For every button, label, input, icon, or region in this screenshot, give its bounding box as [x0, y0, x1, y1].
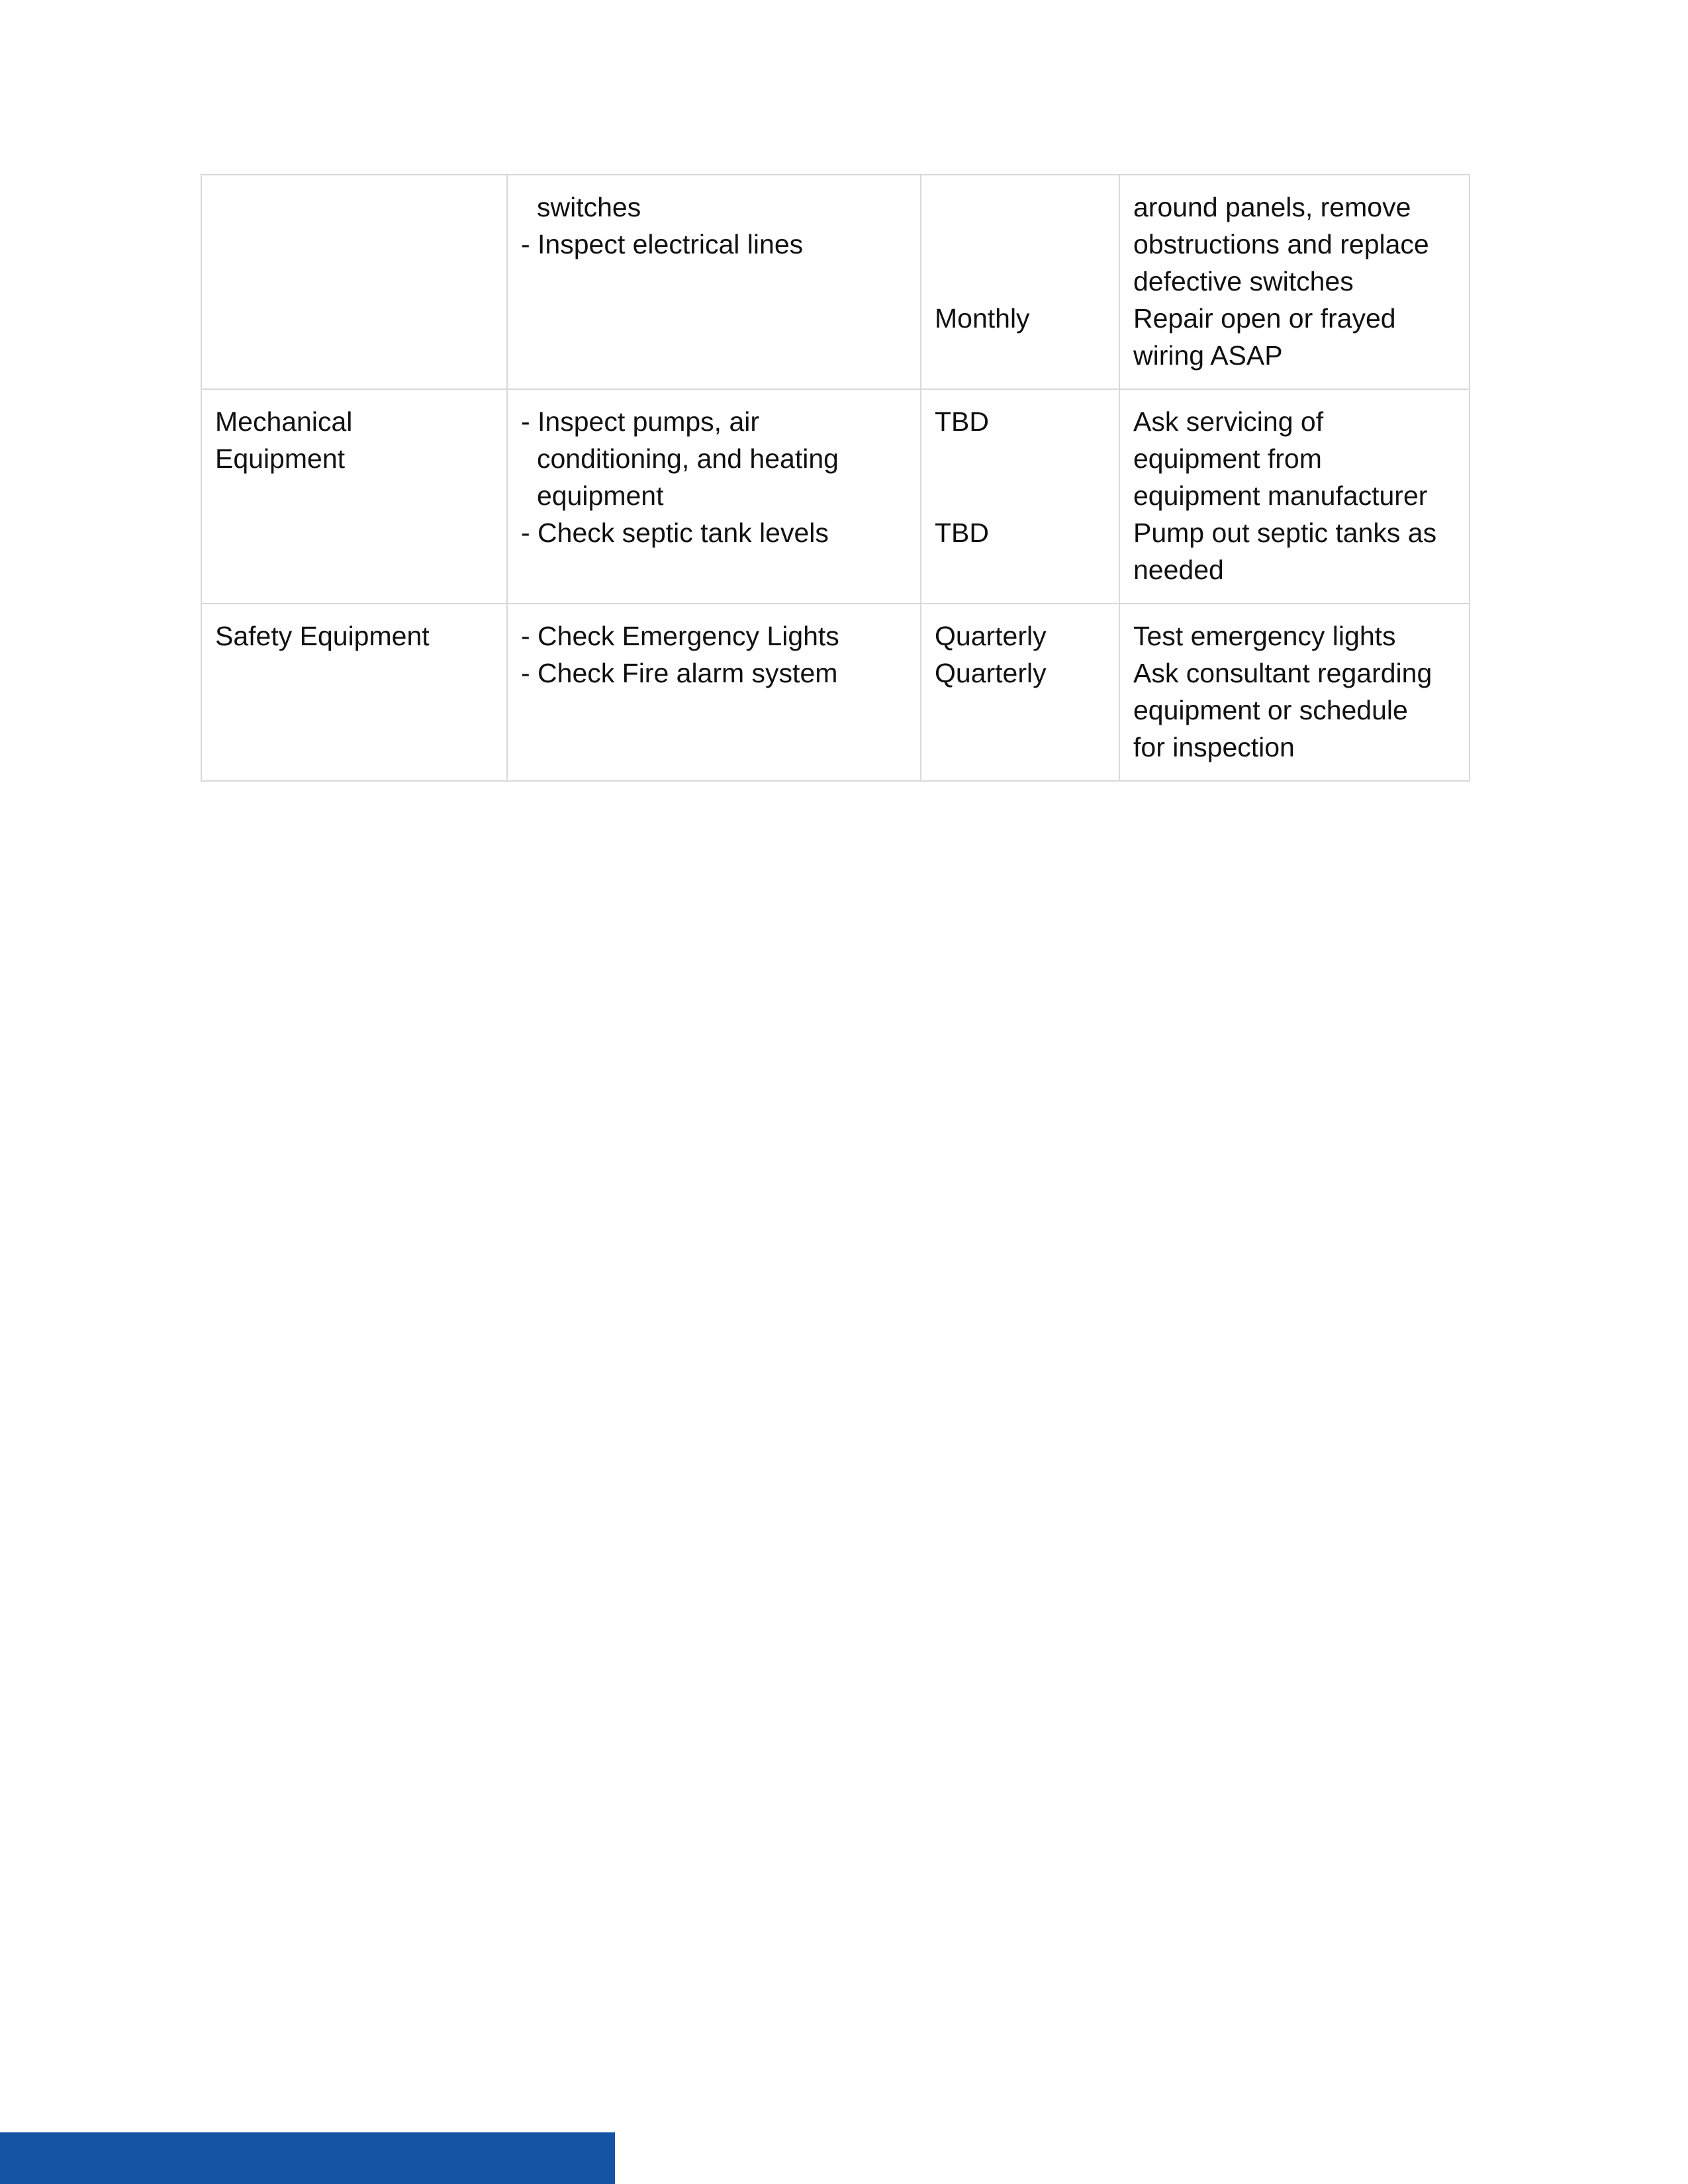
equipment-category-line: Mechanical	[215, 406, 353, 437]
equipment-category-line: Safety Equipment	[215, 621, 430, 651]
maintenance-table	[201, 174, 1470, 782]
frequency-line	[935, 226, 1105, 263]
inspection-task-line: - Check septic tank levels	[521, 518, 829, 548]
equipment-category-cell	[201, 175, 507, 389]
table-row	[201, 389, 1470, 604]
corrective-action-line: Test emergency lights	[1133, 621, 1396, 651]
equipment-category-cell	[201, 604, 507, 781]
frequency-line: TBD	[935, 518, 989, 548]
frequency-line: Monthly	[935, 303, 1030, 334]
equipment-category-line: Equipment	[215, 443, 346, 474]
inspection-task-cell	[507, 389, 921, 604]
corrective-action-line: around panels, remove	[1133, 192, 1411, 222]
corrective-action-line: Repair open or frayed	[1133, 303, 1396, 334]
corrective-action-line: defective switches	[1133, 266, 1354, 296]
corrective-action-line: needed	[1133, 555, 1224, 585]
corrective-action-line: wiring ASAP	[1133, 340, 1283, 371]
corrective-action-line: Ask consultant regarding	[1133, 658, 1432, 688]
inspection-task-line: - Check Emergency Lights	[521, 621, 839, 651]
inspection-task-line: - Check Fire alarm system	[521, 658, 838, 688]
frequency-line	[935, 189, 1105, 226]
corrective-action-line: Pump out septic tanks as	[1133, 518, 1437, 548]
frequency-line: Quarterly	[935, 658, 1047, 688]
frequency-cell	[921, 604, 1119, 781]
frequency-cell	[921, 389, 1119, 604]
frequency-cell	[921, 175, 1119, 389]
footer-accent-bar	[0, 2132, 615, 2184]
inspection-task-cell	[507, 604, 921, 781]
corrective-action-cell	[1119, 175, 1470, 389]
corrective-action-line: for inspection	[1133, 732, 1295, 762]
corrective-action-cell	[1119, 604, 1470, 781]
frequency-line: TBD	[935, 406, 989, 437]
table-row	[201, 604, 1470, 781]
frequency-line	[935, 440, 1105, 477]
corrective-action-cell	[1119, 389, 1470, 604]
equipment-category-cell	[201, 389, 507, 604]
inspection-task-line: switches	[537, 192, 641, 222]
corrective-action-line: equipment or schedule	[1133, 695, 1408, 725]
inspection-task-line: conditioning, and heating	[537, 443, 839, 474]
maintenance-table-body	[201, 175, 1470, 781]
corrective-action-line: Ask servicing of	[1133, 406, 1324, 437]
inspection-task-line: - Inspect pumps, air	[521, 406, 760, 437]
inspection-task-line: equipment	[537, 480, 664, 511]
frequency-line	[935, 477, 1105, 514]
inspection-task-line: - Inspect electrical lines	[521, 229, 804, 259]
corrective-action-line: obstructions and replace	[1133, 229, 1429, 259]
inspection-task-cell	[507, 175, 921, 389]
corrective-action-line: equipment from	[1133, 443, 1322, 474]
corrective-action-line: equipment manufacturer	[1133, 480, 1428, 511]
table-row	[201, 175, 1470, 389]
frequency-line	[935, 263, 1105, 300]
frequency-line: Quarterly	[935, 621, 1047, 651]
